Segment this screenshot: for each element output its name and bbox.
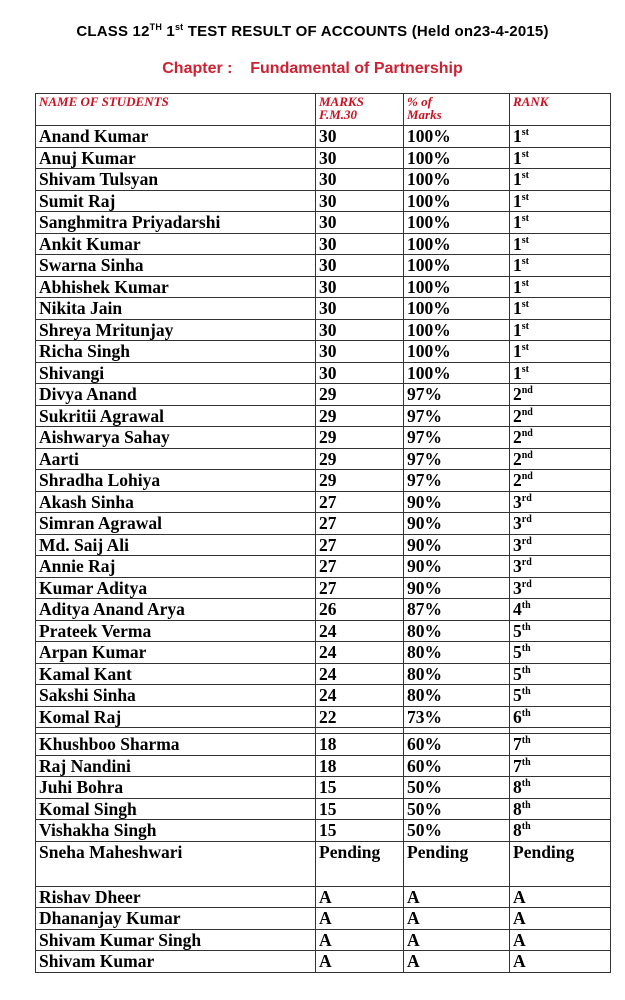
student-percent: 73% [404,706,510,728]
student-rank [510,798,611,820]
table-row [36,534,611,556]
student-rank [510,755,611,777]
table-row [36,233,611,255]
student-name: Shivam Kumar Singh [36,929,316,951]
student-name: Prateek Verma [36,620,316,642]
student-percent: 90% [404,556,510,578]
student-marks: 27 [316,491,404,513]
student-marks: 15 [316,820,404,842]
student-name: Nikita Jain [36,298,316,320]
student-rank: A [510,951,611,973]
rank-suffix: rd [521,535,532,547]
table-row-pending [36,841,611,886]
rank-number: 2 [513,470,522,490]
table-row [36,126,611,148]
title-class: CLASS 12 [76,23,150,40]
rank-number: 8 [513,798,522,819]
rank-number: 1 [513,190,522,211]
student-rank [510,255,611,277]
header-percent: % of Marks [404,94,510,126]
student-name: Sumit Raj [36,190,316,212]
student-rank [510,233,611,255]
table-row [36,405,611,427]
table-row [36,820,611,842]
rank-number: 7 [513,734,522,754]
rank-number: 1 [513,212,522,232]
student-rank [510,685,611,707]
title-test-suffix: st [174,22,184,32]
student-marks: 29 [316,470,404,492]
student-percent: 97% [404,384,510,406]
student-name: Arpan Kumar [36,642,316,664]
rank-number: 2 [513,405,522,426]
student-marks: 30 [316,126,404,148]
student-name: Sanghmitra Priyadarshi [36,212,316,234]
student-percent: A [404,908,510,930]
rank-suffix: rd [521,557,532,568]
student-rank [510,734,611,756]
student-marks: 15 [316,798,404,820]
rank-suffix: th [521,643,531,654]
rank-number: 2 [513,427,522,447]
rank-suffix: nd [521,406,533,418]
table-row [36,190,611,212]
rank-suffix: nd [521,428,533,439]
student-percent: 90% [404,534,510,556]
rank-number: 1 [513,255,522,275]
rank-suffix: nd [521,385,533,396]
student-rank [510,341,611,363]
student-marks: 18 [316,755,404,777]
rank-number: 1 [513,362,522,383]
rank-suffix: st [521,127,529,138]
rank-number: 1 [513,298,522,318]
student-rank [510,298,611,320]
rank-suffix: st [521,277,529,289]
student-rank [510,405,611,427]
student-percent: 90% [404,513,510,535]
table-row [36,384,611,406]
table-body [36,126,611,973]
student-percent: 80% [404,620,510,642]
student-marks: 29 [316,427,404,449]
student-marks: 24 [316,663,404,685]
student-name: Kamal Kant [36,663,316,685]
student-rank [510,513,611,535]
rank-number: 1 [513,126,522,146]
title-test-number: 1 [162,23,175,40]
student-name: Aishwarya Sahay [36,427,316,449]
student-marks: 15 [316,777,404,799]
student-name: Shradha Lohiya [36,470,316,492]
student-rank [510,384,611,406]
table-row [36,427,611,449]
student-rank [510,642,611,664]
rank-number: 4 [513,599,522,619]
rank-suffix: th [521,821,531,832]
student-name: Divya Anand [36,384,316,406]
student-name: Shivangi [36,362,316,384]
rank-suffix: th [521,600,531,611]
student-marks: 30 [316,362,404,384]
student-rank [510,276,611,298]
table-row [36,706,611,728]
table-row [36,169,611,191]
student-rank [510,706,611,728]
student-rank [510,577,611,599]
header-marks: MARKS F.M.30 [316,94,404,126]
student-name: Anand Kumar [36,126,316,148]
rank-number: 1 [513,319,522,340]
rank-number: 1 [513,276,522,297]
student-percent: 80% [404,685,510,707]
student-percent: 90% [404,577,510,599]
student-name: Vishakha Singh [36,820,316,842]
student-name: Shreya Mritunjay [36,319,316,341]
table-row [36,755,611,777]
student-marks: 27 [316,577,404,599]
student-percent: 80% [404,642,510,664]
student-name: Akash Sinha [36,491,316,513]
student-percent: 87% [404,599,510,621]
table-row [36,734,611,756]
student-rank: A [510,929,611,951]
table-row [36,929,611,951]
student-marks: 30 [316,212,404,234]
student-percent: 100% [404,169,510,191]
student-percent: 100% [404,319,510,341]
table-row [36,663,611,685]
rank-number: 3 [513,534,522,555]
table-row [36,212,611,234]
table-row [36,908,611,930]
student-marks: 24 [316,620,404,642]
header-name: NAME OF STUDENTS [36,94,316,126]
student-percent: 97% [404,448,510,470]
table-row [36,577,611,599]
student-percent: 100% [404,190,510,212]
rank-number: 3 [513,556,522,576]
rank-number: 1 [513,341,522,361]
table-row [36,276,611,298]
student-percent: 100% [404,362,510,384]
rank-suffix: th [521,799,531,811]
student-marks: 30 [316,319,404,341]
student-percent: Pending [404,841,510,886]
results-table [35,93,611,973]
rank-suffix: nd [521,471,533,482]
table-row [36,298,611,320]
student-rank [510,620,611,642]
student-marks: 29 [316,384,404,406]
student-name: Komal Raj [36,706,316,728]
student-marks: 24 [316,685,404,707]
student-marks: A [316,929,404,951]
rank-suffix: st [521,213,529,224]
rank-suffix: st [521,191,529,203]
table-row [36,255,611,277]
chapter-heading: Chapter : Fundamental of Partnership [162,60,463,77]
student-percent: 100% [404,255,510,277]
student-rank [510,427,611,449]
student-marks: 27 [316,513,404,535]
student-marks: 29 [316,405,404,427]
student-marks: 30 [316,190,404,212]
student-name: Simran Agrawal [36,513,316,535]
student-percent: 97% [404,405,510,427]
rank-suffix: th [521,756,531,768]
student-marks: A [316,951,404,973]
title-class-suffix: TH [149,22,163,32]
table-row [36,319,611,341]
student-percent: 90% [404,491,510,513]
student-name: Rishav Dheer [36,886,316,908]
student-percent: 100% [404,233,510,255]
student-percent: A [404,886,510,908]
table-row [36,798,611,820]
student-marks: A [316,886,404,908]
header-rank: RANK [510,94,611,126]
student-rank [510,190,611,212]
student-name: Swarna Sinha [36,255,316,277]
rank-suffix: th [521,778,531,789]
student-rank: Pending [510,841,611,886]
student-percent: 100% [404,147,510,169]
student-percent: 60% [404,755,510,777]
rank-number: 3 [513,577,522,598]
student-rank [510,663,611,685]
student-rank [510,212,611,234]
student-name: Md. Saij Ali [36,534,316,556]
table-row [36,513,611,535]
student-percent: 100% [404,212,510,234]
student-rank [510,556,611,578]
table-row [36,556,611,578]
student-marks: 30 [316,233,404,255]
rank-suffix: th [521,664,531,676]
student-rank [510,777,611,799]
rank-number: 5 [513,620,522,641]
table-row [36,448,611,470]
table-row [36,491,611,513]
table-row [36,470,611,492]
rank-number: 1 [513,147,522,168]
student-name: Raj Nandini [36,755,316,777]
rank-suffix: st [521,148,529,160]
student-rank [510,319,611,341]
table-row [36,362,611,384]
student-name: Anuj Kumar [36,147,316,169]
student-name: Khushboo Sharma [36,734,316,756]
rank-suffix: st [521,342,529,353]
student-marks: 24 [316,642,404,664]
student-percent: 100% [404,276,510,298]
student-marks: 30 [316,147,404,169]
rank-number: 5 [513,685,522,705]
student-percent: 50% [404,798,510,820]
rank-suffix: st [521,170,529,181]
student-rank [510,147,611,169]
student-rank [510,491,611,513]
student-name: Komal Singh [36,798,316,820]
rank-suffix: st [521,363,529,375]
rank-suffix: th [521,621,531,633]
student-marks: 22 [316,706,404,728]
document-title [0,22,625,40]
rank-number: 5 [513,642,522,662]
table-row [36,685,611,707]
student-name: Shivam Kumar [36,951,316,973]
student-name: Shivam Tulsyan [36,169,316,191]
student-percent: 97% [404,470,510,492]
rank-number: 2 [513,384,522,404]
student-name: Sukritii Agrawal [36,405,316,427]
table-row [36,599,611,621]
rank-suffix: st [521,299,529,310]
student-percent: A [404,929,510,951]
student-rank [510,820,611,842]
student-marks: 27 [316,556,404,578]
student-marks: 26 [316,599,404,621]
student-percent: 100% [404,298,510,320]
rank-suffix: nd [521,449,533,461]
student-name: Aditya Anand Arya [36,599,316,621]
student-name: Sneha Maheshwari [36,841,316,886]
student-name: Kumar Aditya [36,577,316,599]
table-row [36,147,611,169]
rank-number: 1 [513,233,522,254]
rank-number: 3 [513,513,522,533]
student-marks: 30 [316,276,404,298]
student-rank [510,448,611,470]
table-row [36,642,611,664]
student-marks: 30 [316,341,404,363]
student-rank [510,126,611,148]
rank-suffix: st [521,256,529,267]
rank-number: 6 [513,706,522,727]
table-row [36,777,611,799]
student-rank [510,169,611,191]
student-marks: 30 [316,298,404,320]
table-row [36,886,611,908]
rank-number: 5 [513,663,522,684]
rank-number: 8 [513,820,522,840]
student-rank [510,599,611,621]
rank-suffix: th [521,686,531,697]
student-name: Annie Raj [36,556,316,578]
student-marks: 29 [316,448,404,470]
rank-suffix: st [521,320,529,332]
rank-suffix: st [521,234,529,246]
student-rank [510,362,611,384]
student-name: Aarti [36,448,316,470]
student-marks: Pending [316,841,404,886]
student-percent: 50% [404,777,510,799]
rank-number: 3 [513,491,522,512]
student-percent: 97% [404,427,510,449]
student-percent: 100% [404,126,510,148]
student-name: Abhishek Kumar [36,276,316,298]
student-marks: 18 [316,734,404,756]
rank-number: 8 [513,777,522,797]
student-marks: 27 [316,534,404,556]
table-row [36,341,611,363]
student-name: Juhi Bohra [36,777,316,799]
rank-number: 1 [513,169,522,189]
student-rank [510,470,611,492]
student-rank [510,534,611,556]
student-name: Ankit Kumar [36,233,316,255]
student-percent: 80% [404,663,510,685]
student-name: Dhananjay Kumar [36,908,316,930]
student-name: Richa Singh [36,341,316,363]
student-rank: A [510,908,611,930]
table-header-row [36,94,611,126]
student-percent: A [404,951,510,973]
table-row [36,951,611,973]
student-rank: A [510,886,611,908]
title-text: TEST RESULT OF ACCOUNTS (Held on23-4-2015) [183,23,549,40]
table-row [36,620,611,642]
student-name: Sakshi Sinha [36,685,316,707]
rank-suffix: rd [521,492,532,504]
rank-suffix: rd [521,514,532,525]
student-marks: 30 [316,169,404,191]
rank-suffix: th [521,735,531,746]
student-percent: 60% [404,734,510,756]
rank-suffix: th [521,707,531,719]
rank-suffix: rd [521,578,532,590]
student-marks: 30 [316,255,404,277]
student-percent: 50% [404,820,510,842]
student-percent: 100% [404,341,510,363]
rank-number: 7 [513,755,522,776]
rank-number: 2 [513,448,522,469]
student-marks: A [316,908,404,930]
